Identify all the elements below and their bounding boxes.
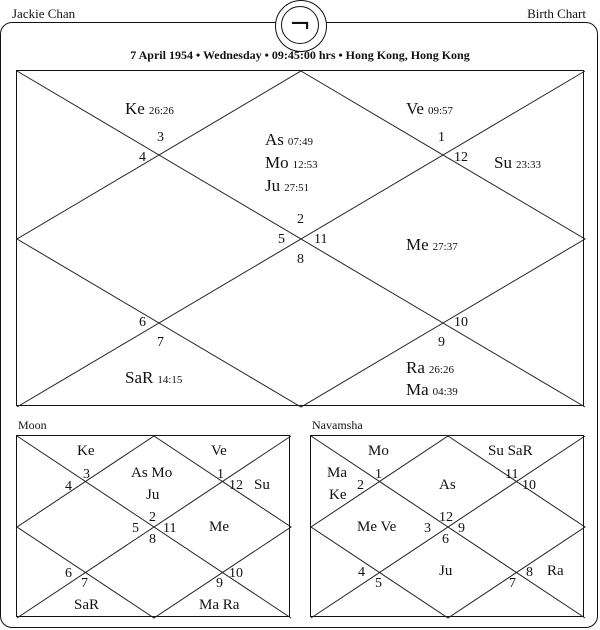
main-chart — [16, 70, 584, 406]
navamsha-house-number: 5 — [375, 576, 382, 591]
main-house-number: 11 — [314, 232, 328, 247]
moon-house-number: 8 — [149, 532, 156, 547]
main-house-number: 9 — [438, 335, 445, 350]
medal-emblem — [275, 0, 327, 52]
navamsha-house-number: 3 — [424, 521, 431, 536]
moon-house-number: 9 — [216, 576, 223, 591]
moon-planet: SaR — [74, 597, 100, 613]
main-house-number: 2 — [297, 212, 304, 227]
navamsha-house-number: 4 — [358, 565, 365, 580]
navamsha-planet: Su SaR — [488, 443, 533, 459]
navamsha-house-number: 12 — [439, 510, 453, 525]
main-house-number: 5 — [278, 232, 285, 247]
moon-planet: Su — [254, 477, 270, 493]
navamsha-house-number: 1 — [375, 467, 382, 482]
main-planet-ma: Ma 04:39 — [406, 380, 458, 399]
main-planet-ra: Ra 26:26 — [406, 358, 454, 377]
moon-house-number: 5 — [132, 521, 139, 536]
navamsha-house-number: 10 — [522, 478, 536, 493]
navamsha-house-number: 8 — [526, 565, 533, 580]
navamsha-planet: Ra — [547, 563, 564, 579]
main-house-number: 10 — [454, 315, 468, 330]
main-planet-as: As 07:49 — [265, 130, 313, 149]
navamsha-planet: As — [439, 477, 456, 493]
main-planet-su: Su 23:33 — [494, 153, 542, 172]
main-house-number: 6 — [139, 315, 146, 330]
navamsha-chart — [310, 435, 584, 617]
main-house-number: 8 — [297, 252, 304, 267]
medal-glyph: ¬ — [281, 6, 319, 44]
moon-house-number: 3 — [83, 467, 90, 482]
moon-house-number: 12 — [229, 478, 243, 493]
navamsha-house-number: 7 — [509, 576, 516, 591]
main-house-number: 1 — [438, 130, 445, 145]
navamsha-chart-title: Navamsha — [312, 418, 363, 432]
main-planet-me: Me 27:37 — [406, 235, 458, 254]
navamsha-planet: Me Ve — [357, 519, 397, 535]
main-chart-lines — [17, 71, 585, 407]
navamsha-house-number: 11 — [505, 467, 519, 482]
navamsha-planet: Ke — [329, 487, 347, 503]
main-house-number: 12 — [454, 150, 468, 165]
navamsha-planet: Mo — [368, 443, 389, 459]
navamsha-planet: Ju — [439, 563, 453, 579]
birth-details: 7 April 1954 • Wednesday • 09:45:00 hrs • Hong Kong, Hong Kong — [130, 48, 470, 62]
main-house-number: 7 — [157, 335, 164, 350]
moon-chart — [16, 435, 290, 617]
main-house-number: 3 — [157, 130, 164, 145]
moon-chart-lines — [17, 436, 291, 618]
moon-planet: Ma Ra — [199, 597, 240, 613]
main-planet-ke: Ke 26:26 — [125, 99, 174, 118]
moon-planet: Me — [209, 519, 229, 535]
moon-planet: Ke — [77, 443, 95, 459]
moon-house-number: 11 — [163, 521, 177, 536]
navamsha-house-number: 2 — [357, 478, 364, 493]
moon-planet: Ve — [211, 443, 227, 459]
moon-house-number: 2 — [149, 510, 156, 525]
main-house-number: 4 — [139, 150, 146, 165]
moon-house-number: 6 — [65, 566, 72, 581]
moon-planet: Ju — [146, 487, 160, 503]
moon-house-number: 4 — [65, 479, 72, 494]
navamsha-house-number: 9 — [458, 521, 465, 536]
main-planet-mo: Mo 12:53 — [265, 153, 318, 172]
moon-house-number: 10 — [229, 566, 243, 581]
main-planet-ju: Ju 27:51 — [265, 176, 310, 195]
main-planet-ve: Ve 09:57 — [406, 99, 454, 118]
moon-house-number: 7 — [81, 576, 88, 591]
moon-house-number: 1 — [217, 467, 224, 482]
moon-chart-title: Moon — [18, 418, 47, 432]
moon-planet: As Mo — [131, 465, 173, 481]
main-planet-sar: SaR 14:15 — [125, 368, 183, 387]
chart-type-label: Birth Chart — [527, 6, 586, 21]
navamsha-chart-lines — [311, 436, 585, 618]
navamsha-planet: Ma — [327, 465, 347, 481]
person-name: Jackie Chan — [12, 6, 76, 21]
navamsha-house-number: 6 — [442, 532, 449, 547]
